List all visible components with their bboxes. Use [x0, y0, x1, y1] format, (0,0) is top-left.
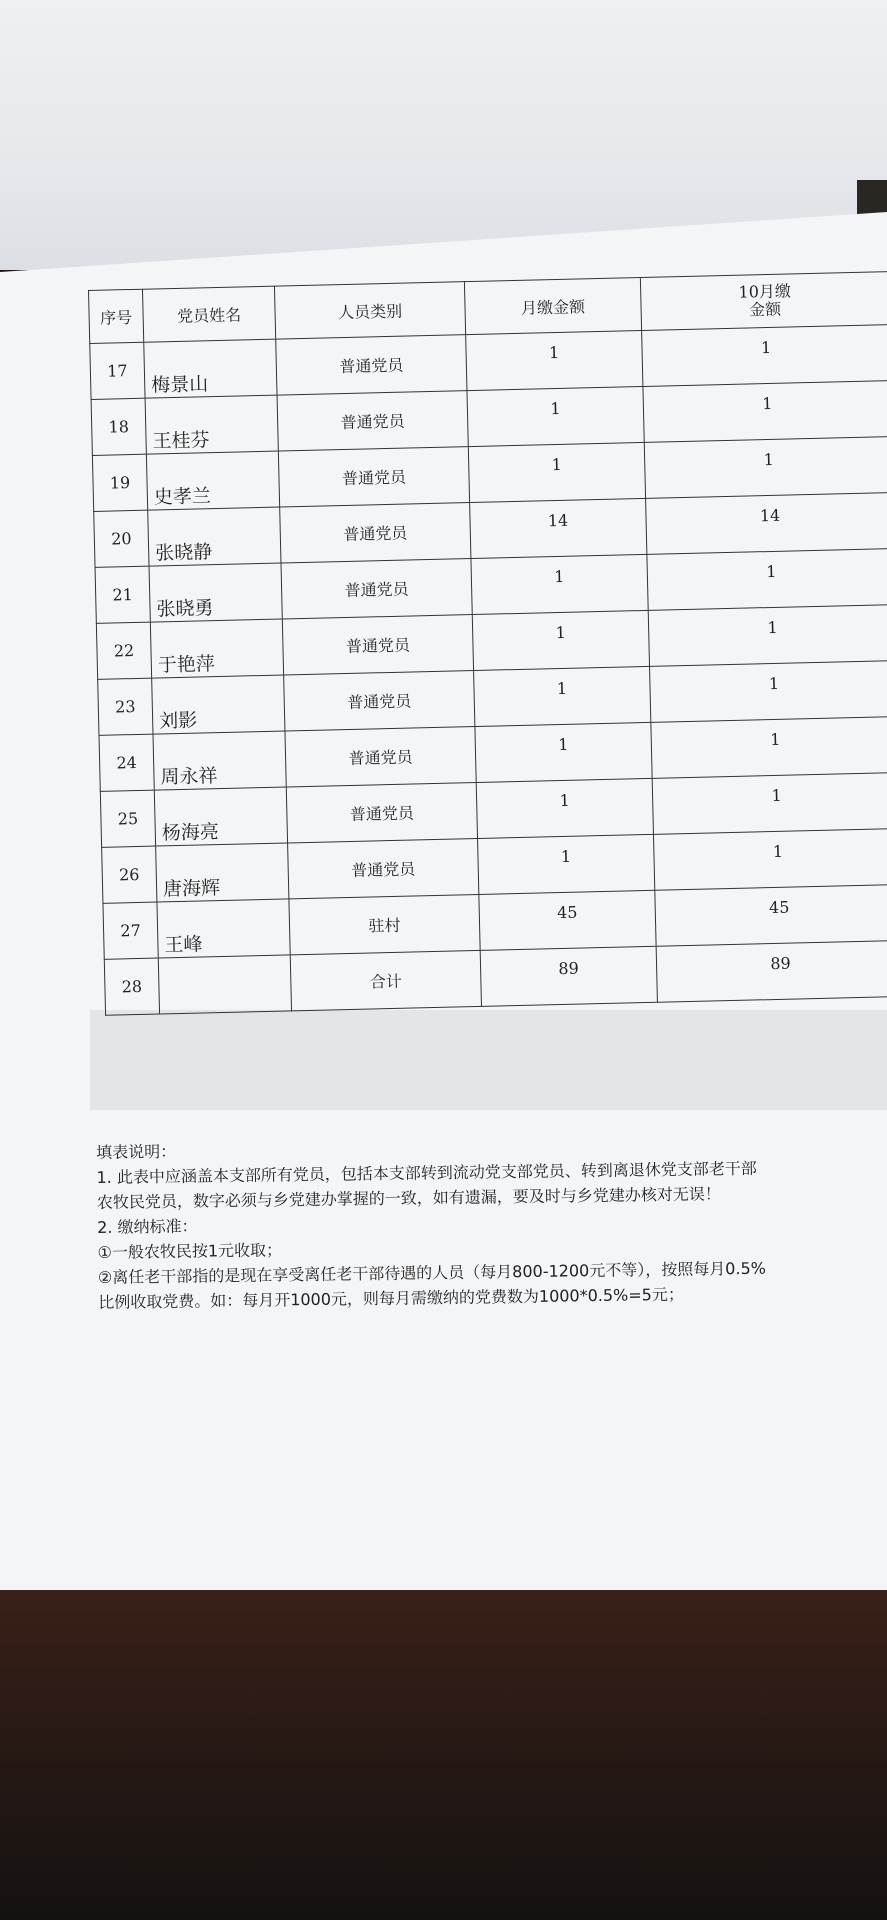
cell-monthly-text: 1 [550, 398, 561, 419]
cell-monthly [475, 722, 652, 782]
cell-no-text: 25 [117, 808, 139, 829]
cell-monthly [466, 330, 643, 390]
cell-category [288, 838, 479, 898]
party-dues-table [88, 271, 887, 1016]
cell-category [285, 727, 476, 787]
header-no: 序号 [89, 289, 144, 343]
cell-monthly-text: 1 [548, 342, 560, 363]
desk-surface [0, 1590, 887, 1920]
cell-name-text: 史孝兰 [153, 485, 212, 509]
cell-no [96, 622, 151, 679]
cell-monthly-text: 1 [560, 846, 572, 867]
cell-no-text: 27 [120, 920, 141, 941]
cell-no-text: 26 [118, 864, 140, 885]
cell-october-text: 45 [768, 897, 790, 918]
cell-october [648, 605, 887, 667]
notes-title: 填表说明： [96, 1141, 177, 1162]
cell-october-text: 1 [769, 729, 781, 750]
cell-name [158, 955, 291, 1014]
cell-name-text: 于艳萍 [157, 653, 216, 677]
cell-monthly-text: 45 [556, 902, 578, 923]
cell-october-text: 14 [759, 505, 781, 526]
fill-instructions [96, 1129, 887, 1315]
cell-category [282, 615, 473, 675]
cell-category-text: 普通党员 [339, 355, 404, 377]
cell-category [284, 671, 475, 731]
cell-category-text: 合计 [369, 971, 403, 992]
cell-monthly-text: 1 [554, 566, 565, 587]
cell-monthly-text: 1 [558, 734, 569, 755]
cell-october-text: 1 [771, 785, 782, 806]
cell-category-text: 普通党员 [349, 803, 415, 824]
cell-no [92, 454, 147, 511]
cell-october-text: 1 [772, 841, 784, 862]
cell-category-text: 驻村 [368, 915, 401, 936]
cell-monthly-text: 1 [555, 622, 567, 643]
cell-october-text: 1 [760, 337, 772, 358]
cell-no-text: 24 [116, 752, 138, 773]
cell-name [144, 339, 277, 398]
notes-line-2: 农牧民党员，数字必须与乡党建办掌握的一致，如有遗漏，要及时与乡党建办核对无误！ [96, 1184, 721, 1212]
header-october-line2: 金额 [748, 299, 782, 320]
cell-category [277, 391, 468, 451]
cell-name [156, 843, 289, 902]
header-october-line1: 10月缴 [738, 281, 792, 302]
cell-name-text: 王峰 [164, 933, 203, 957]
cell-monthly-text: 89 [558, 958, 580, 979]
cell-name [149, 563, 282, 622]
cell-category [280, 503, 471, 563]
cell-october-text: 89 [770, 953, 791, 974]
cell-october-text: 1 [762, 393, 773, 414]
header-october [640, 272, 887, 331]
cell-no [102, 846, 157, 903]
notes-line-3: 2. 缴纳标准： [97, 1216, 198, 1237]
cell-category-text: 普通党员 [348, 747, 413, 768]
cell-october [643, 381, 887, 443]
cell-october-text: 1 [768, 673, 780, 694]
cell-category-text: 普通党员 [347, 691, 412, 713]
cell-no [94, 510, 149, 567]
cell-monthly-text: 1 [556, 678, 568, 699]
cell-category [278, 447, 469, 507]
cell-monthly [479, 890, 656, 950]
cell-monthly [470, 498, 647, 558]
header-category: 人员类别 [274, 282, 465, 339]
cell-name [154, 787, 287, 846]
cell-monthly [468, 442, 645, 502]
cell-october [647, 549, 887, 611]
cell-monthly [480, 946, 657, 1006]
cell-category-text: 普通党员 [343, 523, 408, 545]
cell-no [100, 790, 155, 847]
cell-october-text: 1 [766, 561, 777, 582]
cell-name [157, 899, 290, 958]
cell-category [290, 950, 481, 1010]
cell-monthly [467, 386, 644, 446]
cell-name [152, 675, 285, 734]
cell-october [650, 661, 887, 723]
cell-monthly-text: 14 [547, 510, 569, 531]
cell-category-text: 普通党员 [345, 635, 411, 657]
cell-no-text: 22 [113, 641, 135, 661]
cell-name-text: 梅景山 [151, 373, 209, 397]
cell-october [646, 493, 887, 555]
cell-no [99, 734, 154, 791]
cell-name-text: 刘影 [158, 709, 198, 733]
cell-name [153, 731, 286, 790]
cell-name-text: 杨海亮 [161, 821, 220, 845]
cell-category-text: 普通党员 [340, 411, 405, 433]
header-monthly: 月缴金额 [464, 277, 641, 334]
cell-no-text: 20 [110, 529, 132, 549]
cell-monthly [476, 778, 653, 838]
cell-category [276, 335, 467, 395]
cell-category [281, 559, 472, 619]
cell-category-text: 普通党员 [341, 467, 407, 489]
header-name: 党员姓名 [142, 286, 275, 342]
cell-october [653, 828, 887, 890]
cell-monthly [472, 610, 649, 670]
cell-category-text: 普通党员 [344, 579, 409, 601]
cell-october [655, 884, 887, 946]
cell-name [148, 507, 281, 566]
cell-october-text: 1 [767, 617, 778, 638]
cell-category [289, 894, 480, 954]
notes-line-6: 比例收取党费。如：每月开1000元，则每月需缴纳的党费数为1000*0.5%=5元； [98, 1284, 685, 1312]
cell-category-text: 普通党员 [351, 859, 416, 880]
cell-no-text: 17 [107, 361, 128, 381]
cell-no [103, 902, 158, 959]
notes-line-1: 1. 此表中应涵盖本支部所有党员，包括本支部转到流动党支部党员、转到离退休党支部老干部 [96, 1158, 757, 1187]
notes-line-5: ②离任老干部指的是现在享受离任老干部待遇的人员（每月800-1200元不等），按照每月0.5% [97, 1258, 767, 1287]
cell-name-text: 周永祥 [160, 765, 218, 789]
cell-no-text: 19 [109, 473, 131, 493]
cell-monthly [471, 554, 648, 614]
cell-monthly [478, 834, 655, 894]
cell-october [652, 773, 887, 835]
shadow-band [90, 1010, 887, 1110]
cell-no [104, 958, 159, 1015]
cell-october [642, 325, 887, 387]
cell-name-text: 唐海辉 [162, 877, 221, 901]
cell-name [145, 395, 278, 454]
cell-name-text: 张晓勇 [156, 597, 214, 621]
dues-table-container [88, 271, 887, 1016]
cell-october [651, 717, 887, 779]
cell-no [91, 398, 146, 455]
cell-no-text: 21 [112, 585, 134, 605]
cell-name-text: 张晓静 [154, 541, 213, 565]
cell-name [146, 451, 279, 510]
cell-no-text: 18 [108, 417, 130, 437]
notes-line-4: ①一般农牧民按1元收取； [97, 1240, 283, 1262]
cell-october [656, 940, 887, 1002]
cell-monthly [474, 666, 651, 726]
cell-october [644, 437, 887, 499]
cell-name-text: 王桂芬 [152, 429, 210, 453]
cell-no [98, 678, 153, 735]
cell-no-text: 28 [121, 976, 143, 997]
cell-no [95, 566, 150, 623]
cell-october-text: 1 [763, 449, 774, 470]
cell-no-text: 23 [114, 696, 136, 717]
cell-category [286, 782, 477, 842]
cell-name [150, 619, 283, 678]
cell-no [90, 342, 145, 399]
cell-monthly-text: 1 [551, 454, 563, 475]
cell-monthly-text: 1 [559, 790, 570, 811]
